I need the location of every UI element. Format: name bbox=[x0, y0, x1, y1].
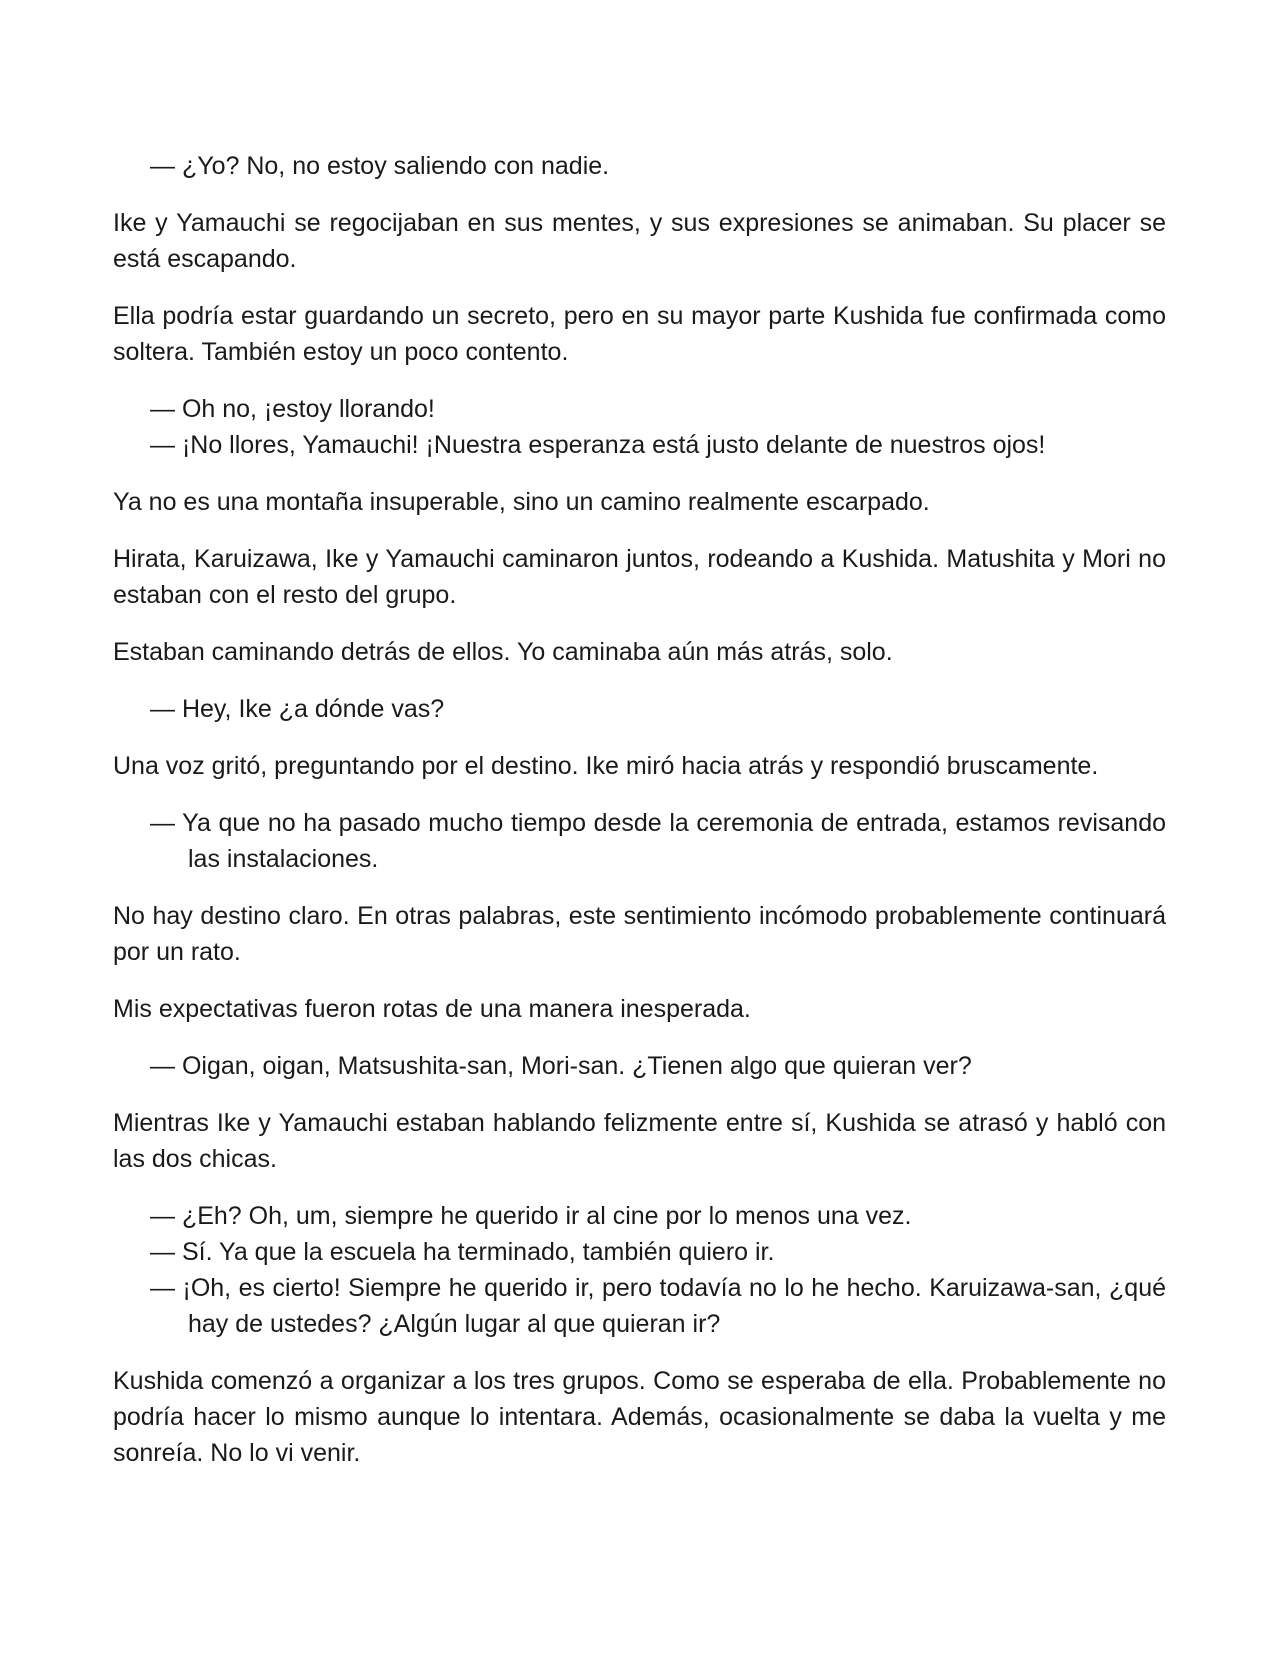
paragraph: Hirata, Karuizawa, Ike y Yamauchi caminaron juntos, rodeando a Kushida. Matushita y Mori no estaban con el resto del grupo. bbox=[113, 545, 1166, 609]
dialogue-line: — Sí. Ya que la escuela ha terminado, también quiero ir. bbox=[150, 1238, 775, 1266]
dialogue-line: — Oh no, ¡estoy llorando! bbox=[150, 395, 435, 423]
paragraph: Ella podría estar guardando un secreto, pero en su mayor parte Kushida fue confirmada como soltera. También estoy un poco contento. bbox=[113, 302, 1166, 366]
paragraph: Ike y Yamauchi se regocijaban en sus mentes, y sus expresiones se animaban. Su placer se está escapando. bbox=[113, 209, 1166, 273]
paragraph: Kushida comenzó a organizar a los tres grupos. Como se esperaba de ella. Probablemente no podría hacer lo mismo aunque lo intentara. Además, ocasionalmente se daba la vuelta y me sonreía. No lo vi venir. bbox=[113, 1367, 1166, 1467]
dialogue-line: — Hey, Ike ¿a dónde vas? bbox=[150, 695, 445, 723]
dialogue-line: — ¡Oh, es cierto! Siempre he querido ir, pero todavía no lo he hecho. Karuizawa-san, ¿qué hay de ustedes? ¿Algún lugar al que quieran ir? bbox=[150, 1274, 1166, 1338]
paragraph: Mis expectativas fueron rotas de una manera inesperada. bbox=[113, 995, 751, 1023]
dialogue-block bbox=[113, 805, 1166, 877]
paragraph: No hay destino claro. En otras palabras, este sentimiento incómodo probablemente continuará por un rato. bbox=[113, 902, 1166, 966]
paragraph: Una voz gritó, preguntando por el destino. Ike miró hacia atrás y respondió bruscamente. bbox=[113, 752, 1099, 780]
paragraph: Estaban caminando detrás de ellos. Yo caminaba aún más atrás, solo. bbox=[113, 638, 893, 666]
dialogue-line: — ¿Eh? Oh, um, siempre he querido ir al cine por lo menos una vez. bbox=[150, 1202, 912, 1230]
dialogue-line: — ¡No llores, Yamauchi! ¡Nuestra esperanza está justo delante de nuestros ojos! bbox=[150, 431, 1046, 459]
dialogue-line: — ¿Yo? No, no estoy saliendo con nadie. bbox=[150, 152, 610, 180]
dialogue-line: — Ya que no ha pasado mucho tiempo desde la ceremonia de entrada, estamos revisando las instalaciones. bbox=[150, 809, 1166, 873]
dialogue-block bbox=[113, 1198, 1166, 1342]
dialogue-block bbox=[113, 391, 1166, 463]
dialogue-block bbox=[113, 691, 1166, 727]
dialogue-line: — Oigan, oigan, Matsushita-san, Mori-san. ¿Tienen algo que quieran ver? bbox=[150, 1052, 972, 1080]
paragraph: Mientras Ike y Yamauchi estaban hablando felizmente entre sí, Kushida se atrasó y habló con las dos chicas. bbox=[113, 1109, 1166, 1173]
paragraph: Ya no es una montaña insuperable, sino un camino realmente escarpado. bbox=[113, 488, 930, 516]
document-page bbox=[113, 148, 1166, 1492]
dialogue-block bbox=[113, 1048, 1166, 1084]
dialogue-block bbox=[113, 148, 1166, 184]
